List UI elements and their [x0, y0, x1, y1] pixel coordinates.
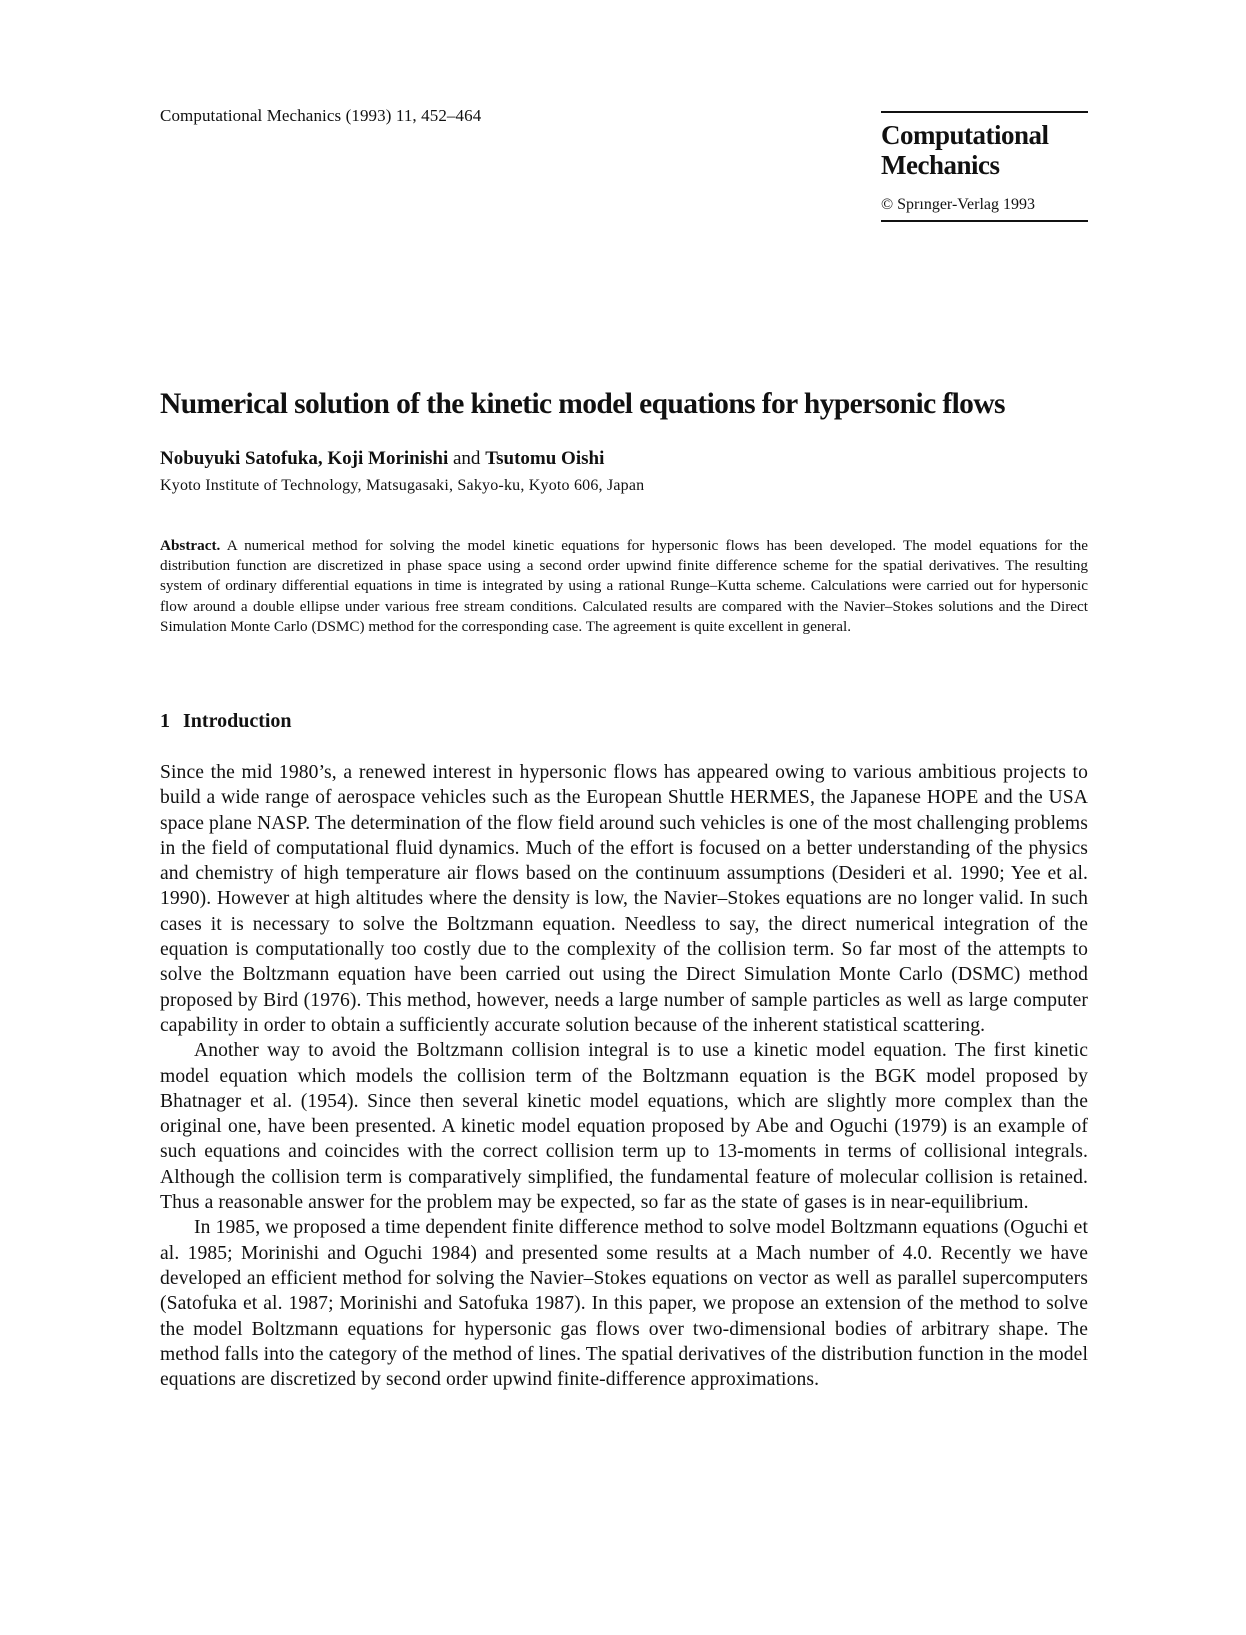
copyright-notice: © Sprınger-Verlag 1993	[881, 196, 1036, 213]
abstract	[160, 536, 1088, 637]
abstract-text: A numerical method for solving the model kinetic equations for hypersonic flows has been developed. The model equations for the distribution function are discretized in phase space using a second order upwind finite difference scheme for the spatial derivatives. The resulting system of ordinary differential equations in time is integrated by using a rational Runge–Kutta scheme. Calculations were carried out for hypersonic flow around a double ellipse under various free stream conditions. Calculated results are compared with the Navier–Stokes solutions and the Direct Simulation Monte Carlo (DSMC) method for the corresponding case. The agreement is quite excellent in general.	[160, 537, 1089, 635]
journal-logo-box	[881, 111, 1088, 222]
author-conjunction: and	[453, 448, 481, 469]
author-name: Nobuyuki Satofuka,	[160, 448, 323, 469]
abstract-label: Abstract.	[160, 537, 221, 554]
author-affiliation: Kyoto Institute of Technology, Matsugasaki, Sakyo-ku, Kyoto 606, Japan	[160, 477, 645, 494]
paragraph: In 1985, we proposed a time dependent finite difference method to solve model Boltzmann equations (Oguchi et al. 1985; Morinishi and Oguchi 1984) and presented some results at a Mach number of 4.0. Recently we have developed an efficient method for solving the Navier–Stokes equations on vector as well as parallel supercomputers (Satofuka et al. 1987; Morinishi and Satofuka 1987). In this paper, we propose an extension of the method to solve the model Boltzmann equations for hypersonic gas flows over two-dimensional bodies of arbitrary shape. The method falls into the category of the method of lines. The spatial derivatives of the distribution function in the model equations are discretized by second order upwind finite-difference approximations.	[160, 1217, 1088, 1391]
author-name: Tsutomu Oishi	[485, 448, 605, 469]
paragraph: Another way to avoid the Boltzmann collision integral is to use a kinetic model equation. The first kinetic model equation which models the collision term of the Boltzmann equation is the BGK model proposed by Bhatnager et al. (1954). Since then several kinetic model equations, which are slightly more complex than the original one, have been presented. A kinetic model equation proposed by Abe and Oguchi (1979) is an example of such equations and coincides with the correct collision term up to 13-moments in terms of collisional integrals. Although the collision term is comparatively simplified, the fundamental feature of molecular collision is retained. Thus a reasonable answer for the problem may be expected, so far as the state of gases is in near-equilibrium.	[160, 1040, 1088, 1214]
journal-name-line1: Computational	[881, 120, 1049, 150]
section-heading	[160, 710, 292, 733]
paragraph: Since the mid 1980’s, a renewed interest in hypersonic flows has appeared owing to various ambitious projects to build a wide range of aerospace vehicles such as the European Shuttle HERMES, the Japanese HOPE and the USA space plane NASP. The determination of the flow field around such vehicles is one of the most challenging problems in the field of computational fluid dynamics. Much of the effort is focused on a better understanding of the physics and chemistry of high temperature air flows based on the continuum assumptions (Desideri et al. 1990; Yee et al. 1990). However at high altitudes where the density is low, the Navier–Stokes equations are no longer valid. In such cases it is necessary to solve the Boltzmann equation. Needless to say, the direct numerical integration of the equation is computationally too costly due to the complexity of the collision term. So far most of the attempts to solve the Boltzmann equation have been carried out using the Direct Simulation Monte Carlo (DSMC) method proposed by Bird (1976). This method, however, needs a large number of sample particles as well as large computer capability in order to obtain a sufficiently accurate solution because of the inherent statistical scattering.	[160, 762, 1088, 1036]
author-name: Koji Morinishi	[327, 448, 449, 469]
section-number: 1	[160, 710, 170, 732]
section-body	[160, 760, 1088, 1392]
article-title: Numerical solution of the kinetic model equations for hypersonic flows	[160, 388, 1005, 420]
journal-name-line2: Mechanics	[881, 150, 1000, 180]
author-list	[160, 448, 604, 470]
journal-citation: Computational Mechanics (1993) 11, 452–464	[160, 106, 482, 125]
section-title: Introduction	[183, 710, 292, 732]
